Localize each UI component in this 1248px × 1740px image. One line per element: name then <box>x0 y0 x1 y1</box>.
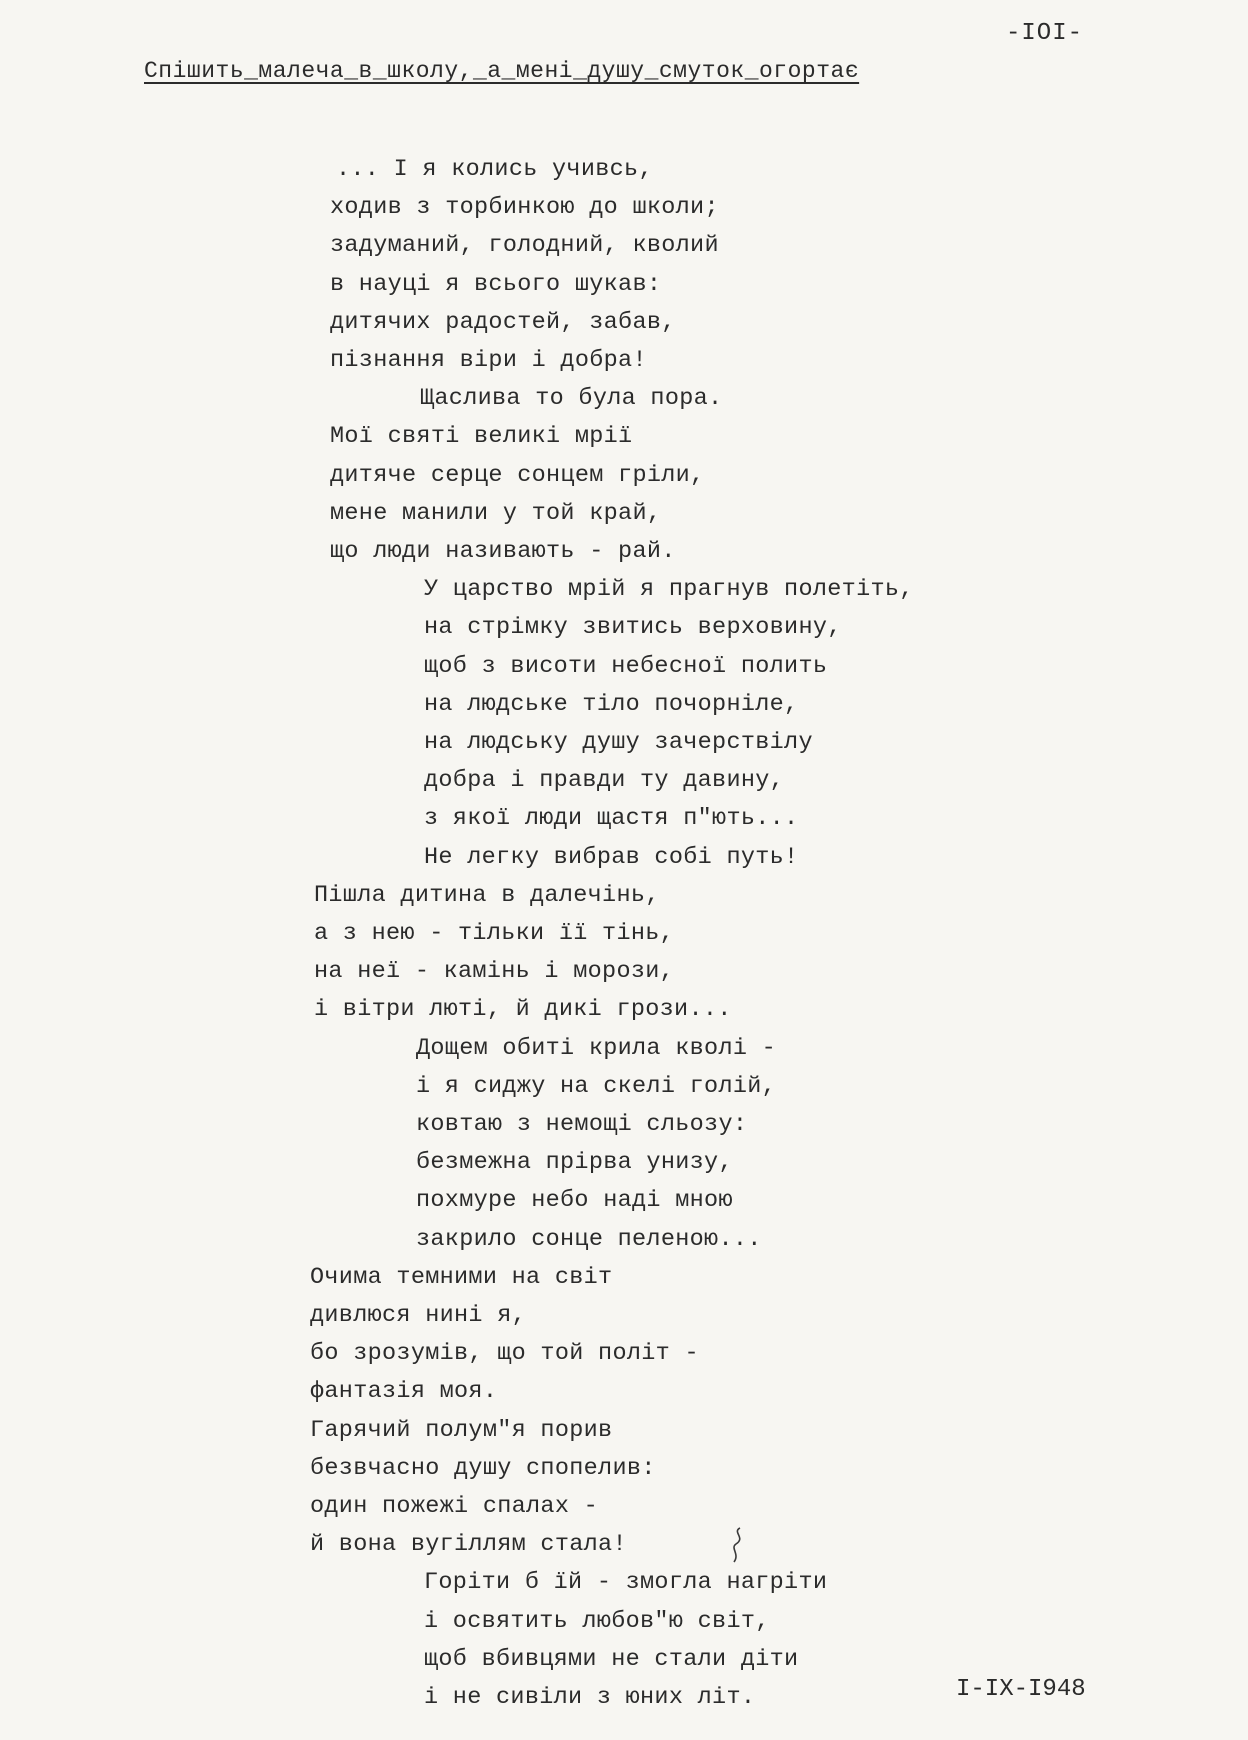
poem-line: Горіти б їй - змогла нагріти <box>424 1569 828 1596</box>
poem-line: один пожежі спалах - <box>310 1493 599 1520</box>
poem-line: Дощем обиті крила кволі - <box>416 1035 777 1062</box>
poem-line: ... І я колись учивсь, <box>336 156 653 183</box>
poem-line: що люди називають - рай. <box>330 538 676 565</box>
poem-line: Не легку вибрав собі путь! <box>424 844 799 871</box>
poem-line: на стрімку звитись верховину, <box>424 614 842 641</box>
page-number: -IOI- <box>1006 20 1084 47</box>
poem-line: закрило сонце пеленою... <box>416 1226 762 1253</box>
poem-line: ковтаю з немощі сльозу: <box>416 1111 748 1138</box>
poem-line: ходив з торбинкою до школи; <box>330 194 719 221</box>
poem-line: й вона вугіллям стала! <box>310 1531 627 1558</box>
poem-line: фантазія моя. <box>310 1378 498 1405</box>
poem-line: похмуре небо наді мною <box>416 1187 733 1214</box>
poem-line: а з нею - тільки її тінь, <box>314 920 675 947</box>
poem-line: дитячих радостей, забав, <box>330 309 676 336</box>
poem-line: добра і правди ту давину, <box>424 767 785 794</box>
date: I-IX-I948 <box>956 1676 1086 1703</box>
poem-line: на людську душу зачерствілу <box>424 729 813 756</box>
poem-line: щоб з висоти небесної полить <box>424 653 828 680</box>
poem-line: з якої люди щастя п"ють... <box>424 805 799 832</box>
handwritten-correction-mark <box>726 1526 750 1566</box>
poem-line: У царство мрій я прагнув полетіть, <box>424 576 914 603</box>
poem-line: щоб вбивцями не стали діти <box>424 1646 799 1673</box>
poem-title: Спішить_малеча_в_школу,_а_мені_душу_смуток_огортає <box>144 58 860 84</box>
poem-line: і вітри люті, й дикі грози... <box>314 996 732 1023</box>
poem-line: Гарячий полум"я порив <box>310 1417 613 1444</box>
poem-line: на людське тіло почорніле, <box>424 691 799 718</box>
poem-line: безвчасно душу спопелив: <box>310 1455 656 1482</box>
poem-line: бо зрозумів, що той політ - <box>310 1340 699 1367</box>
poem-line: Очима темними на світ <box>310 1264 613 1291</box>
poem-line: задуманий, голодний, кволий <box>330 232 719 259</box>
poem-line: безмежна прірва унизу, <box>416 1149 733 1176</box>
poem-line: Пішла дитина в далечінь, <box>314 882 660 909</box>
poem-line: і освятить любов"ю світ, <box>424 1608 770 1635</box>
poem-line: Мої святі великі мрії <box>330 423 633 450</box>
poem-line: і не сивіли з юних літ. <box>424 1684 756 1711</box>
poem-line: і я сиджу на скелі голій, <box>416 1073 777 1100</box>
poem-line: дитяче серце сонцем гріли, <box>330 462 705 489</box>
poem-line: на неї - камінь і морози, <box>314 958 675 985</box>
poem-line: пізнання віри і добра! <box>330 347 647 374</box>
poem-line: Щаслива то була пора. <box>420 385 723 412</box>
poem-line: дивлюся нині я, <box>310 1302 527 1329</box>
poem-line: мене манили у той край, <box>330 500 662 527</box>
poem-line: в науці я всього шукав: <box>330 271 662 298</box>
